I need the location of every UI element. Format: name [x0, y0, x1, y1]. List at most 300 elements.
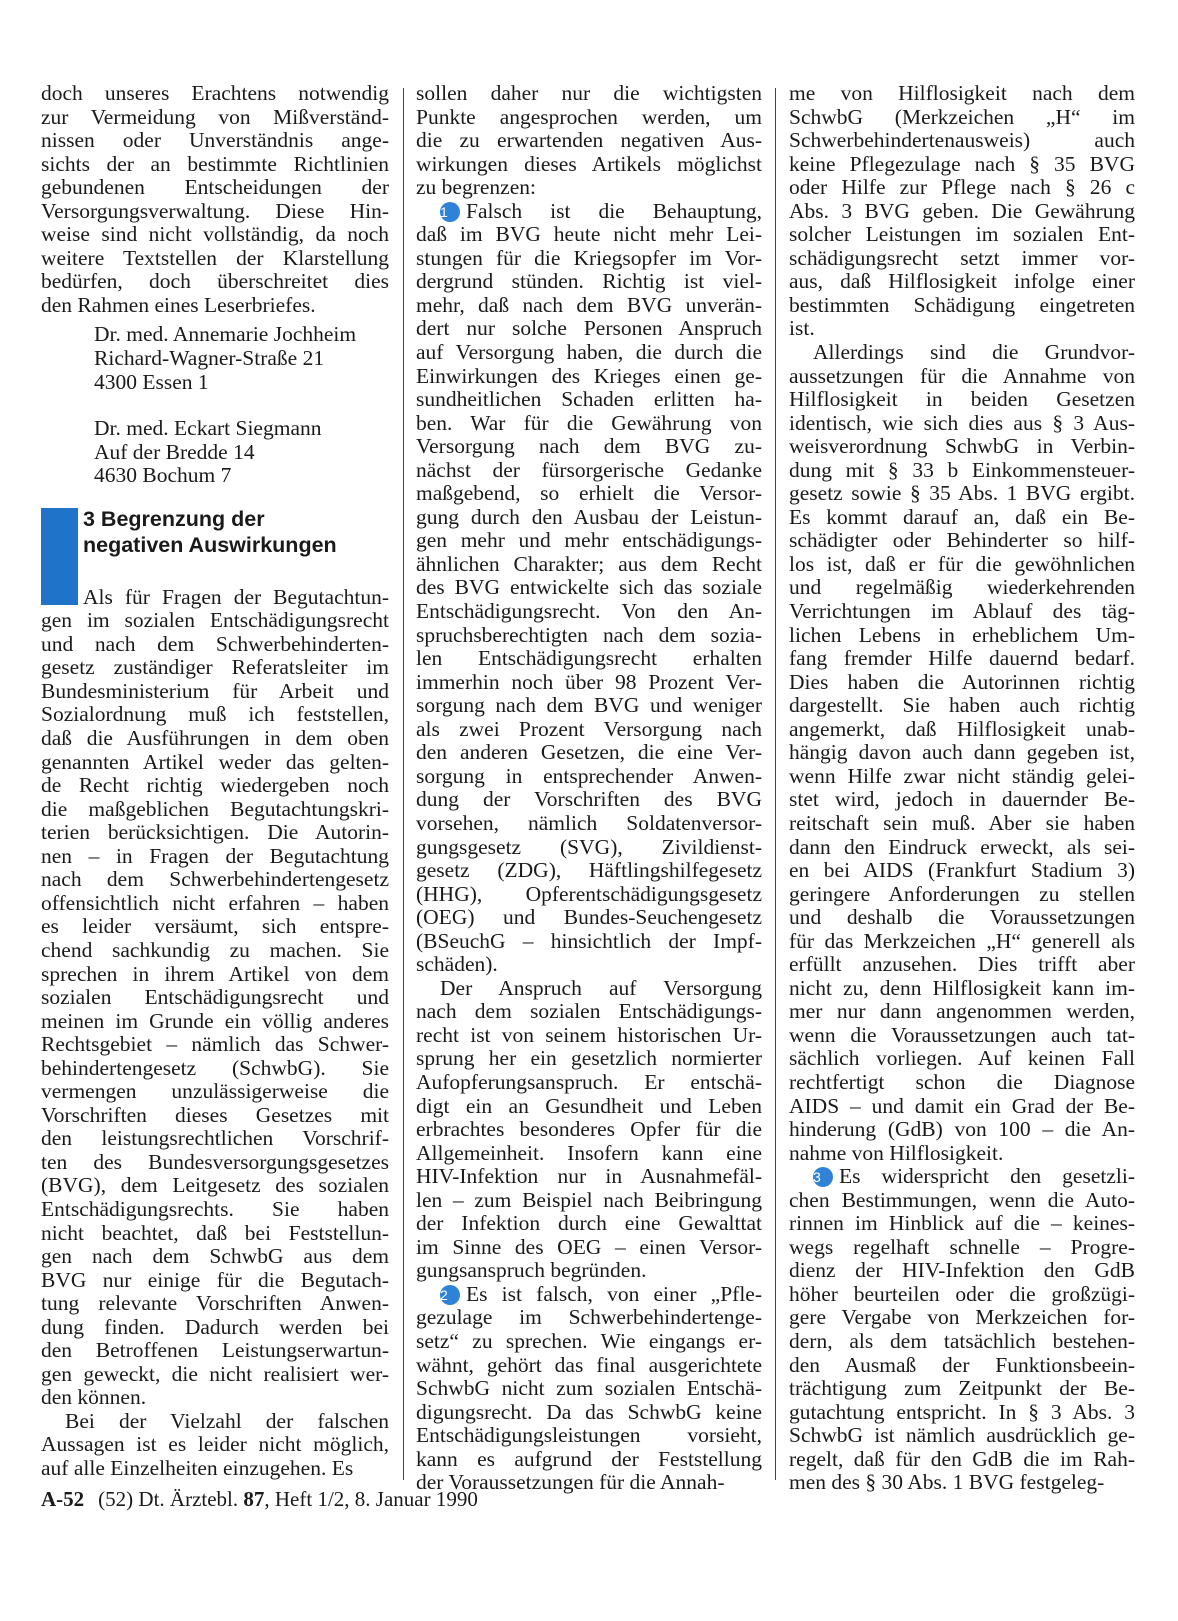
text-line-content: stet wird, jedoch in dauernder Be- — [789, 787, 1135, 812]
text-line — [41, 1104, 389, 1128]
text-line-content: Als für Fragen der Begutachtun- — [83, 584, 389, 609]
text-line — [789, 765, 1135, 789]
text-line-content: BVG nur einige für die Begutach- — [41, 1267, 389, 1292]
text-line — [789, 1118, 1135, 1142]
text-line — [416, 930, 762, 954]
text-line-content: gung durch den Ausbau der Leistun- — [416, 504, 762, 529]
text-line-content: de Recht richtig wiedergeben noch — [41, 773, 389, 798]
text-line-content: geringere Anforderungen zu stellen — [789, 881, 1135, 906]
text-line-content: Dr. med. Annemarie Jochheim — [94, 322, 357, 347]
text-line-content: daß die Ausführungen in dem oben — [41, 726, 389, 751]
numbered-point-marker: 2 — [440, 1285, 460, 1305]
text-line-content: digungsrecht. Da das SchwbG keine — [416, 1399, 762, 1424]
text-line-content: nach dem Schwerbehindertengesetz — [41, 867, 389, 892]
text-line-content: Falsch ist die Behauptung, — [466, 198, 762, 223]
text-line — [416, 906, 762, 930]
volume-number: 87 — [243, 1487, 265, 1511]
text-line — [789, 1259, 1135, 1283]
text-line — [416, 1071, 762, 1095]
text-line — [789, 1471, 1135, 1495]
text-line-content: auf Versorgung haben, die durch die — [416, 340, 762, 365]
text-line-content: sächlich vorliegen. Auf keinen Fall — [789, 1046, 1135, 1071]
text-line — [789, 129, 1135, 153]
text-line-content: schädigter oder Behinderter so hilf- — [789, 528, 1135, 553]
text-line — [94, 441, 389, 465]
text-line-content: gen mehr und mehr entschädigungs- — [416, 528, 762, 553]
text-line — [416, 459, 762, 483]
text-line-content: gezulage im Schwerbehindertenge- — [416, 1305, 762, 1330]
column-1 — [41, 82, 389, 1481]
text-line-content: der Infektion durch eine Gewalttat — [416, 1211, 762, 1236]
text-line — [416, 1095, 762, 1119]
text-line — [416, 1142, 762, 1166]
text-line — [789, 341, 1135, 365]
text-line — [416, 694, 762, 718]
text-line-content: und deshalb die Voraussetzungen — [789, 905, 1135, 930]
text-line — [41, 656, 389, 680]
column-3 — [789, 82, 1135, 1495]
text-line — [416, 788, 762, 812]
text-line — [416, 247, 762, 271]
text-line-content: hängig davon auch dann gegeben ist, — [789, 740, 1135, 765]
text-line — [789, 1047, 1135, 1071]
text-line — [416, 1165, 762, 1189]
text-line — [789, 1377, 1135, 1401]
paragraph-point-3 — [789, 1165, 1135, 1495]
text-line-content: dert nur solche Personen Anspruch — [416, 316, 762, 341]
text-line — [789, 671, 1135, 695]
text-line-content: der Voraussetzungen für die Annah- — [416, 1470, 725, 1495]
text-line-content: Punkte angesprochen werden, um — [416, 104, 762, 129]
text-line — [416, 1306, 762, 1330]
text-line — [789, 1165, 1135, 1189]
text-line — [94, 347, 389, 371]
text-line — [789, 1448, 1135, 1472]
text-line — [789, 1330, 1135, 1354]
text-line-content: 3 Begrenzung der — [83, 506, 265, 531]
text-line — [41, 1269, 389, 1293]
text-line-content: (OEG) und Bundes-Seuchengesetz — [416, 905, 762, 930]
text-line-content: wegs regelhaft schnelle – Progre- — [789, 1234, 1135, 1259]
column-divider — [403, 88, 404, 1480]
text-line-content: den Betroffenen Leistungserwartun- — [41, 1338, 389, 1363]
text-line-content: ähnlichen Charakter; aus dem Recht — [416, 551, 762, 576]
text-line-content: gesetz zuständiger Referatsleiter im — [41, 655, 389, 680]
text-line-content: gesetz sowie § 35 Abs. 1 BVG ergibt. — [789, 481, 1135, 506]
text-line-content: zu begrenzen: — [416, 175, 536, 200]
text-line-content: schäden). — [416, 952, 498, 977]
text-line — [41, 821, 389, 845]
text-line-content: Vorschriften dieses Gesetzes mit — [41, 1102, 389, 1127]
text-line — [789, 1095, 1135, 1119]
text-line-content: Dies haben die Autorinnen richtig — [789, 669, 1135, 694]
text-line-content: sorgung nach dem BVG und weniger — [416, 693, 762, 718]
paragraph — [41, 586, 389, 1410]
text-line-content: nahme von Hilflosigkeit. — [789, 1140, 1004, 1165]
text-line-content: aus, daß Hilflosigkeit infolge einer — [789, 269, 1135, 294]
text-line — [416, 317, 762, 341]
text-line-content: die maßgeblichen Begutachtungskri- — [41, 796, 389, 821]
text-line — [789, 1024, 1135, 1048]
text-line — [416, 294, 762, 318]
text-line-content: Bei der Vielzahl der falschen — [65, 1408, 389, 1433]
text-line — [416, 176, 762, 200]
text-line-content: Rechtsgebiet – nämlich das Schwer- — [41, 1032, 389, 1057]
text-line — [789, 529, 1135, 553]
text-line-content: sprechen in ihrem Artikel von dem — [41, 961, 389, 986]
text-line-content: len Entschädigungsrecht erhalten — [416, 646, 762, 671]
text-line — [416, 553, 762, 577]
text-line — [41, 963, 389, 987]
text-line-content: gebundenen Entscheidungen der — [41, 175, 389, 200]
text-line — [41, 223, 389, 247]
text-line — [41, 153, 389, 177]
text-line — [41, 1339, 389, 1363]
page-number: A-52 — [41, 1487, 85, 1511]
text-line — [41, 1410, 389, 1434]
text-line — [789, 953, 1135, 977]
text-line-content: Aussagen ist es leider nicht möglich, — [41, 1432, 389, 1457]
page-footer — [41, 1487, 478, 1512]
text-line — [789, 388, 1135, 412]
text-line-content: SchwbG nicht zum sozialen Entschä- — [416, 1376, 762, 1401]
text-line — [416, 1000, 762, 1024]
text-line-content: chen Bestimmungen, wenn die Auto- — [789, 1187, 1135, 1212]
text-line-content: 4630 Bochum 7 — [94, 463, 232, 488]
text-line-content: den leistungsrechtlichen Vorschrif- — [41, 1126, 389, 1151]
text-line — [41, 680, 389, 704]
text-line — [41, 270, 389, 294]
text-line — [416, 529, 762, 553]
text-line — [789, 694, 1135, 718]
text-line-content: den können. — [41, 1385, 147, 1410]
text-line-content: gen geweckt, die nicht realisiert wer- — [41, 1361, 389, 1386]
signature-jochheim — [41, 323, 389, 394]
text-line — [41, 586, 389, 610]
text-line-content: Versorgungsverwaltung. Diese Hin- — [41, 198, 389, 223]
text-line — [789, 1354, 1135, 1378]
text-line-content: bestimmten Schädigung eingetreten — [789, 292, 1135, 317]
text-line — [789, 200, 1135, 224]
text-line — [416, 741, 762, 765]
text-line-content: SchwbG (Merkzeichen „H“ im — [789, 104, 1135, 129]
text-line-content: nicht zu, denn Hilflosigkeit kann im- — [789, 975, 1135, 1000]
text-line-content: sorgung in entsprechender Anwen- — [416, 763, 762, 788]
text-line — [41, 1174, 389, 1198]
text-line — [789, 836, 1135, 860]
text-line — [41, 868, 389, 892]
text-line-content: sollen daher nur die wichtigsten — [416, 81, 762, 105]
text-line-content: rinnen im Hinblick auf die – keines- — [789, 1211, 1135, 1236]
text-line — [416, 270, 762, 294]
text-line-content: fang fremder Hilfe dauernd bedarf. — [789, 646, 1135, 671]
section-heading-block — [41, 504, 389, 1410]
text-line-content: immerhin noch über 98 Prozent Ver- — [416, 669, 762, 694]
text-line-content: zur Vermeidung von Mißverständ- — [41, 104, 389, 129]
paragraph — [41, 1410, 389, 1481]
text-line — [789, 1306, 1135, 1330]
text-line — [789, 930, 1135, 954]
paragraph — [416, 977, 762, 1283]
text-line-content: und regelmäßig wiederkehrenden — [789, 575, 1135, 600]
text-line-content: für das Merkzeichen „H“ generell als — [789, 928, 1135, 953]
text-line — [416, 435, 762, 459]
text-line — [789, 624, 1135, 648]
text-line-content: hinderung (GdB) von 100 – die An- — [789, 1117, 1135, 1142]
text-line-content: stungen für die Kriegsopfer im Vor- — [416, 245, 762, 270]
text-line — [416, 1047, 762, 1071]
text-line-content: nach dem sozialen Entschädigungs- — [416, 999, 762, 1024]
text-line — [789, 412, 1135, 436]
text-line-content: dung finden. Dadurch werden bei — [41, 1314, 389, 1339]
text-line — [416, 859, 762, 883]
text-line-content: dern, als dem tatsächlich bestehen- — [789, 1328, 1135, 1353]
text-line — [416, 1212, 762, 1236]
text-line-content: gere Vergabe von Merkzeichen for- — [789, 1305, 1135, 1330]
text-line — [789, 1142, 1135, 1166]
text-line — [41, 1292, 389, 1316]
text-line-content: setz“ zu sprechen. Wie eingangs er- — [416, 1328, 762, 1353]
text-line-content: nen – in Fragen der Begutachtung — [41, 843, 389, 868]
text-line-content: Hilflosigkeit in beiden Gesetzen — [789, 387, 1135, 412]
text-line-content: dienz der HIV-Infektion den GdB — [789, 1258, 1135, 1283]
text-line — [41, 1433, 389, 1457]
text-line-content: Bundesministerium für Arbeit und — [41, 678, 389, 703]
text-line-content: gungsanspruch begründen. — [416, 1258, 647, 1283]
text-line-content: Aufopferungsanspruch. Er entschä- — [416, 1069, 762, 1094]
text-line — [41, 798, 389, 822]
text-line — [416, 1401, 762, 1425]
text-line — [416, 341, 762, 365]
paragraph — [41, 82, 389, 317]
text-line — [416, 812, 762, 836]
text-line-content: Schwerbehindertenausweis) auch — [789, 128, 1135, 153]
text-line-content: negativen Auswirkungen — [83, 532, 337, 557]
text-line — [416, 1024, 762, 1048]
text-line-content: Allerdings sind die Grundvor- — [813, 340, 1135, 365]
text-line-content: dargestellt. Sie haben auch richtig — [789, 693, 1135, 718]
text-line — [416, 388, 762, 412]
text-line — [83, 506, 389, 532]
text-line-content: solcher Leistungen im sozialen Ent- — [789, 222, 1135, 247]
text-line — [416, 953, 762, 977]
journal-citation: (52) Dt. Ärztebl. — [98, 1487, 239, 1511]
text-line — [41, 247, 389, 271]
text-line-content: weisverordnung SchwbG in Verbin- — [789, 434, 1135, 459]
text-line — [789, 459, 1135, 483]
paragraph-point-2 — [416, 1283, 762, 1495]
text-line — [41, 1363, 389, 1387]
text-line-content: weise sind nicht vollständig, da noch — [41, 222, 389, 247]
text-line-content: Der Anspruch auf Versorgung — [440, 975, 762, 1000]
text-line — [416, 624, 762, 648]
text-line — [416, 1118, 762, 1142]
text-line-content: maßgebend, so erhielt die Versor- — [416, 481, 762, 506]
text-line-content: wähnt, gehört das final ausgerichtete — [416, 1352, 762, 1377]
text-line-content: nissen oder Unverständnis ange- — [41, 128, 389, 153]
text-line-content: regelt, daß für den GdB die im Rah- — [789, 1446, 1135, 1471]
text-line — [41, 1457, 389, 1481]
text-line — [789, 153, 1135, 177]
text-line — [416, 506, 762, 530]
column-divider — [775, 88, 776, 1480]
numbered-point-marker: 3 — [813, 1167, 833, 1187]
text-line-content: auf alle Einzelheiten einzugehen. Es — [41, 1455, 354, 1480]
text-line — [416, 671, 762, 695]
text-line-content: digt ein an Gesundheit und Leben — [416, 1093, 762, 1118]
text-line — [41, 939, 389, 963]
text-line — [416, 200, 762, 224]
text-line-content: als zwei Prozent Versorgung nach — [416, 716, 762, 741]
text-line-content: gen nach dem SchwbG aus dem — [41, 1244, 389, 1269]
text-line-content: tung relevante Vorschriften Anwen- — [41, 1291, 389, 1316]
text-line-content: genannten Artikel weder das gelten- — [41, 749, 389, 774]
text-line-content: oder Hilfe zur Pflege nach § 26 c — [789, 175, 1135, 200]
text-line-content: recht ist von seinem historischen Ur- — [416, 1022, 762, 1047]
paragraph — [789, 82, 1135, 341]
text-line — [94, 371, 389, 395]
text-line — [789, 859, 1135, 883]
text-line-content: terien berücksichtigen. Die Autorin- — [41, 820, 389, 845]
text-line — [416, 765, 762, 789]
text-line — [416, 482, 762, 506]
text-line-content: offensichtlich nicht erfahren – haben — [41, 890, 389, 915]
text-line — [789, 1236, 1135, 1260]
text-line-content: schädigungsrecht setzt immer vor- — [789, 245, 1135, 270]
text-line — [416, 1448, 762, 1472]
text-line — [41, 1386, 389, 1410]
text-line-content: Es widerspricht den gesetzli- — [839, 1164, 1135, 1189]
text-line — [41, 703, 389, 727]
text-line-content: gen im sozialen Entschädigungsrecht — [41, 608, 389, 633]
text-line-content: Dr. med. Eckart Siegmann — [94, 416, 322, 441]
text-line — [41, 609, 389, 633]
paragraph — [789, 341, 1135, 1165]
text-line — [789, 1000, 1135, 1024]
text-line — [41, 1127, 389, 1151]
text-line-content: me von Hilflosigkeit nach dem — [789, 81, 1135, 105]
text-line-content: keine Pflegezulage nach § 35 BVG — [789, 151, 1135, 176]
text-line — [416, 836, 762, 860]
paragraph — [416, 82, 762, 200]
text-line — [416, 718, 762, 742]
text-line — [789, 270, 1135, 294]
text-line-content: (BVG), dem Leitgesetz des sozialen — [41, 1173, 389, 1198]
text-line — [416, 1424, 762, 1448]
text-line-content: wenn Hilfe zwar nicht ständig gelei- — [789, 763, 1135, 788]
text-line — [41, 200, 389, 224]
text-line-content: dung mit § 33 b Einkommensteuer- — [789, 457, 1135, 482]
text-line — [41, 82, 389, 106]
text-line — [41, 1245, 389, 1269]
text-line-content: chend sachkundig zu machen. Sie — [41, 937, 389, 962]
signature-siegmann — [41, 417, 389, 488]
text-line-content: weitere Textstellen der Klarstellung — [41, 245, 389, 270]
text-line-content: len – zum Beispiel nach Beibringung — [416, 1187, 762, 1212]
text-line — [789, 718, 1135, 742]
text-line-content: nächst der fürsorgerische Gedanke — [416, 457, 762, 482]
text-line — [789, 435, 1135, 459]
text-line — [416, 1259, 762, 1283]
text-line — [416, 106, 762, 130]
text-line — [789, 317, 1135, 341]
text-line-content: es leider versäumt, sich entspre- — [41, 914, 389, 939]
text-line-content: Sozialordnung muß ich feststellen, — [41, 702, 389, 727]
text-line — [789, 977, 1135, 1001]
text-line-content: höher beurteilen oder die großzügi- — [789, 1281, 1135, 1306]
text-line-content: men des § 30 Abs. 1 BVG festgeleg- — [789, 1470, 1105, 1495]
text-line — [789, 812, 1135, 836]
text-line — [416, 1330, 762, 1354]
text-line — [789, 106, 1135, 130]
numbered-point-marker: 1 — [440, 202, 460, 222]
text-line — [789, 1424, 1135, 1448]
text-line — [41, 845, 389, 869]
text-line — [94, 323, 389, 347]
text-line-content: gungsgesetz (SVG), Zivildienst- — [416, 834, 762, 859]
text-line-content: vermengen unzulässigerweise die — [41, 1079, 389, 1104]
text-line — [41, 1316, 389, 1340]
text-line — [789, 553, 1135, 577]
text-line-content: angemerkt, daß Hilflosigkeit unab- — [789, 716, 1135, 741]
text-line-content: doch unseres Erachtens notwendig — [41, 81, 389, 105]
text-line-content: erbrachtes besonderes Opfer für die — [416, 1117, 762, 1142]
text-line-content: Abs. 3 BVG geben. Die Gewährung — [789, 198, 1135, 223]
text-line-content: sichts der an bestimmte Richtlinien — [41, 151, 389, 176]
text-line — [41, 1222, 389, 1246]
text-line-content: (HHG), Opferentschädigungsgesetz — [416, 881, 762, 906]
text-line-content: des BVG entwickelte sich das soziale — [416, 575, 762, 600]
text-line-content: dann den Eindruck erweckt, als sei- — [789, 834, 1135, 859]
text-line-content: vorsehen, nämlich Soldatenversor- — [416, 810, 762, 835]
text-line — [416, 82, 762, 106]
text-line — [41, 986, 389, 1010]
text-line — [416, 600, 762, 624]
text-line-content: en bei AIDS (Frankfurt Stadium 3) — [789, 858, 1135, 883]
text-line-content: sprung her ein gesetzlich normierter — [416, 1046, 762, 1071]
text-line — [789, 247, 1135, 271]
text-line — [416, 647, 762, 671]
text-line — [789, 1212, 1135, 1236]
text-line-content: erfüllt anzusehen. Dies trifft aber — [789, 952, 1135, 977]
text-line — [41, 915, 389, 939]
text-line-content: Verrichtungen im Ablauf des täg- — [789, 599, 1135, 624]
text-line-content: daß im BVG heute nicht mehr Lei- — [416, 222, 762, 247]
text-line — [789, 741, 1135, 765]
text-line — [416, 1283, 762, 1307]
text-line-content: 4300 Essen 1 — [94, 369, 209, 394]
text-line-content: gesetz (ZDG), Häftlingshilfegesetz — [416, 858, 762, 883]
text-line — [789, 576, 1135, 600]
text-line-content: (BSeuchG – hinsichtlich der Impf- — [416, 928, 762, 953]
text-line-content: kann es aufgrund der Feststellung — [416, 1446, 762, 1471]
paragraph-point-1 — [416, 200, 762, 977]
text-line — [789, 176, 1135, 200]
text-line-content: rechtfertigt schon die Diagnose — [789, 1069, 1135, 1094]
text-line — [789, 365, 1135, 389]
text-line-content: Entschädigungsleistungen vorsieht, — [416, 1423, 762, 1448]
text-line — [416, 1354, 762, 1378]
text-line-content: wirkungen dieses Artikels möglichst — [416, 151, 762, 176]
text-line — [789, 223, 1135, 247]
text-line-content: Es kommt darauf an, daß ein Be- — [789, 504, 1135, 529]
text-line — [41, 1198, 389, 1222]
text-line-content: behindertengesetz (SchwbG). Sie — [41, 1055, 389, 1080]
text-line-content: ben. War für die Gewährung von — [416, 410, 762, 435]
text-line — [41, 1080, 389, 1104]
text-line-content: identisch, wie sich dies aus § 3 Aus- — [789, 410, 1135, 435]
text-line — [416, 412, 762, 436]
